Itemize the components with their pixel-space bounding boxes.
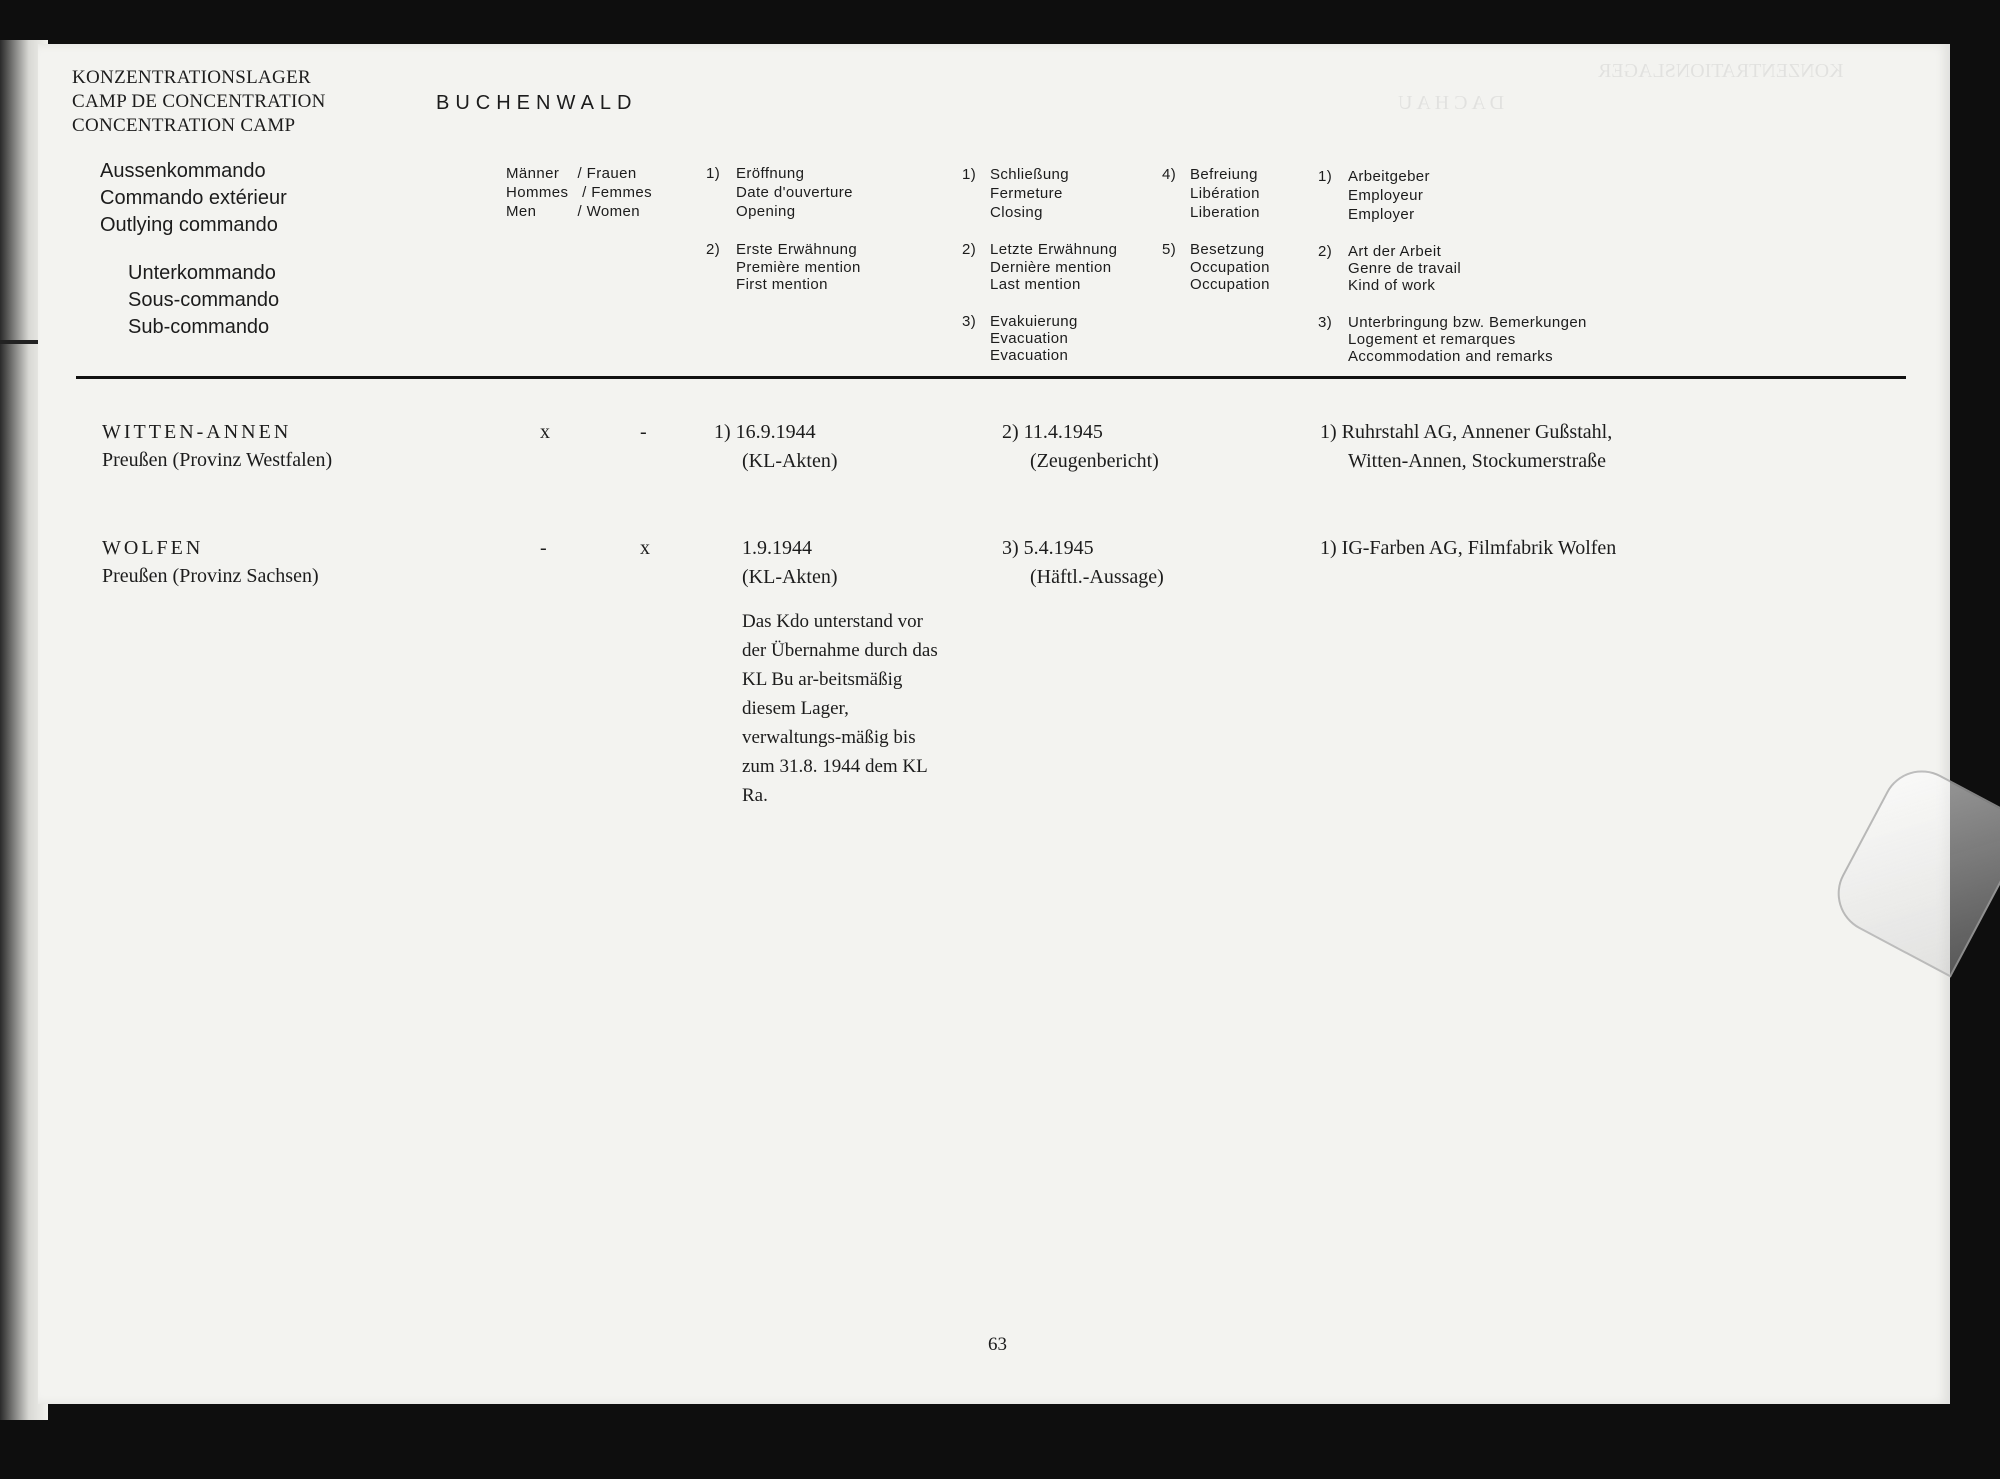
entry-men-mark: - xyxy=(540,537,547,559)
column-last-mention-de: Letzte Erwähnung xyxy=(990,241,1118,258)
header-title-de: KONZENTRATIONSLAGER xyxy=(72,67,311,88)
bleed-through-text: D A C H A U xyxy=(1398,92,1505,114)
column-liberation-en: Liberation xyxy=(1190,204,1260,221)
column-first-mention-en: First mention xyxy=(736,276,828,293)
column-remarks-num: 3) xyxy=(1318,314,1333,331)
column-liberation-fr: Libération xyxy=(1190,185,1260,202)
column-opening-num: 1) xyxy=(706,165,721,182)
column-evacuation-num: 3) xyxy=(962,313,977,330)
column-closing-num: 1) xyxy=(962,166,977,183)
column-first-mention-fr: Première mention xyxy=(736,259,861,276)
column-opening-de: Eröffnung xyxy=(736,165,805,182)
column-evacuation-de: Evakuierung xyxy=(990,313,1078,330)
column-kind-of-work-num: 2) xyxy=(1318,243,1333,260)
column-employer-num: 1) xyxy=(1318,168,1333,185)
entry-women-mark: x xyxy=(640,537,650,559)
column-kind-of-work-fr: Genre de travail xyxy=(1348,260,1462,277)
column-closing-fr: Fermeture xyxy=(990,185,1063,202)
entry-closing-source: (Häftl.-Aussage) xyxy=(1030,566,1164,588)
column-last-mention-num: 2) xyxy=(962,241,977,258)
label-outlying-fr: Commando extérieur xyxy=(100,187,287,209)
column-occupation-fr: Occupation xyxy=(1190,259,1270,276)
bleed-through-text: KONZENTRATIONSLAGER xyxy=(1598,60,1844,82)
entry-opening-date: 1.9.1944 xyxy=(742,537,812,559)
entry-employer: 1) IG-Farben AG, Filmfabrik Wolfen xyxy=(1320,537,1617,559)
column-occupation-de: Besetzung xyxy=(1190,241,1265,258)
book-page xyxy=(38,44,1950,1404)
column-evacuation-en: Evacuation xyxy=(990,347,1069,364)
entry-closing-date: 2) 11.4.1945 xyxy=(1002,421,1103,443)
column-closing-de: Schließung xyxy=(990,166,1070,183)
label-outlying-en: Outlying commando xyxy=(100,214,278,236)
column-opening-en: Opening xyxy=(736,203,796,220)
header-divider xyxy=(76,376,1906,379)
column-liberation-de: Befreiung xyxy=(1190,166,1258,183)
column-kind-of-work-en: Kind of work xyxy=(1348,277,1436,294)
column-first-mention-num: 2) xyxy=(706,241,721,258)
entry-women-mark: - xyxy=(640,421,647,443)
page-number: 63 xyxy=(988,1334,1007,1355)
column-occupation-num: 5) xyxy=(1162,241,1177,258)
column-employer-de: Arbeitgeber xyxy=(1348,168,1430,185)
column-employer-en: Employer xyxy=(1348,206,1415,223)
column-liberation-num: 4) xyxy=(1162,166,1177,183)
page-edge-mark xyxy=(0,340,38,344)
entry-name: WOLFEN xyxy=(102,537,204,559)
entry-closing-date: 3) 5.4.1945 xyxy=(1002,537,1094,559)
column-remarks-en: Accommodation and remarks xyxy=(1348,348,1554,365)
label-sub-en: Sub-commando xyxy=(128,316,270,338)
column-closing-en: Closing xyxy=(990,204,1043,221)
column-gender-en: Men / Women xyxy=(506,203,641,220)
column-gender-de: Männer / Frauen xyxy=(506,165,637,182)
entry-employer-address: Witten-Annen, Stockumerstraße xyxy=(1348,450,1607,472)
column-last-mention-fr: Dernière mention xyxy=(990,259,1112,276)
entry-opening-date: 1) 16.9.1944 xyxy=(714,421,816,443)
entry-name: WITTEN-ANNEN xyxy=(102,421,292,443)
entry-men-mark: x xyxy=(540,421,550,443)
column-first-mention-de: Erste Erwähnung xyxy=(736,241,858,258)
header-title-fr: CAMP DE CONCENTRATION xyxy=(72,91,326,112)
column-remarks-fr: Logement et remarques xyxy=(1348,331,1516,348)
column-employer-fr: Employeur xyxy=(1348,187,1424,204)
entry-employer: 1) Ruhrstahl AG, Annener Gußstahl, xyxy=(1320,421,1613,443)
column-kind-of-work-de: Art der Arbeit xyxy=(1348,243,1442,260)
column-evacuation-fr: Evacuation xyxy=(990,330,1069,347)
column-last-mention-en: Last mention xyxy=(990,276,1081,293)
column-opening-fr: Date d'ouverture xyxy=(736,184,853,201)
label-sub-de: Unterkommando xyxy=(128,262,276,284)
header-title-en: CONCENTRATION CAMP xyxy=(72,115,296,136)
entry-opening-source: (KL-Akten) xyxy=(742,450,838,472)
column-gender-fr: Hommes / Femmes xyxy=(506,184,652,201)
camp-name: BUCHENWALD xyxy=(436,92,638,114)
entry-region: Preußen (Provinz Sachsen) xyxy=(102,565,319,587)
entry-closing-source: (Zeugenbericht) xyxy=(1030,450,1159,472)
label-sub-fr: Sous-commando xyxy=(128,289,280,311)
entry-region: Preußen (Provinz Westfalen) xyxy=(102,449,333,471)
entry-note: Das Kdo unterstand vor der Übernahme durch das KL Bu ar-beitsmäßig diesem Lager, verwaltungs-mäßig bis zum 31.8. 1944 dem KL Ra. xyxy=(742,611,938,806)
label-outlying-de: Aussenkommando xyxy=(100,160,266,182)
column-remarks-de: Unterbringung bzw. Bemerkungen xyxy=(1348,314,1587,331)
column-occupation-en: Occupation xyxy=(1190,276,1270,293)
entry-opening-source: (KL-Akten) xyxy=(742,566,838,588)
